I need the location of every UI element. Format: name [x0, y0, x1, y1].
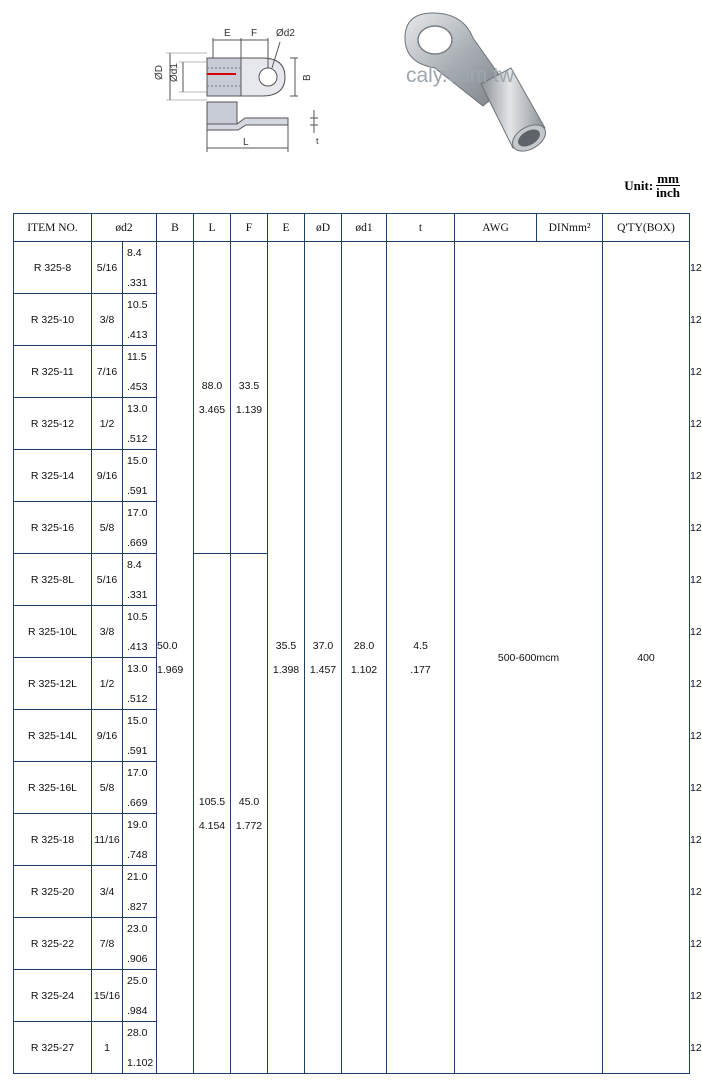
od2-mm: 13.0	[127, 402, 148, 415]
od2-inch: 15/16	[92, 970, 123, 1022]
label-od2: Ød2	[276, 28, 295, 39]
od2-inch: 5/8	[92, 502, 123, 554]
od2-mm: 10.5	[127, 610, 148, 623]
od2-in: .984	[127, 1004, 148, 1017]
value-inch: 1.398	[272, 663, 300, 676]
od2-value	[123, 970, 157, 1022]
value-pair	[194, 796, 230, 832]
od2-inch: 5/8	[92, 762, 123, 814]
od2-value	[123, 294, 157, 346]
od2-inch: 7/8	[92, 918, 123, 970]
item-no: R 325-12	[14, 398, 92, 450]
header-qty: Q'TY(BOX)	[603, 214, 690, 242]
value-inch: 1.139	[235, 403, 263, 416]
b-value	[157, 242, 194, 1074]
item-no: R 325-18	[14, 814, 92, 866]
value-mm: 105.5	[198, 795, 226, 808]
item-no: R 325-16L	[14, 762, 92, 814]
od2-value	[123, 398, 157, 450]
item-no: R 325-16	[14, 502, 92, 554]
value-pair	[231, 796, 267, 832]
label-l: L	[243, 137, 249, 148]
item-no: R 325-14	[14, 450, 92, 502]
value-pair	[157, 640, 193, 676]
od2-inch: 5/16	[92, 554, 123, 606]
value-mm: 33.5	[238, 379, 260, 392]
table-row: R 325-16L 5/8 17.0 .669 12	[14, 762, 690, 814]
item-no: R 325-12L	[14, 658, 92, 710]
header-t: t	[387, 214, 455, 242]
unit-label: Unit:	[624, 177, 654, 193]
od2-value	[123, 450, 157, 502]
unit-legend	[624, 172, 680, 199]
awg-text: 500-600mcm	[497, 651, 560, 664]
table-row: R 325-16 5/8 17.0 .669 12	[14, 502, 690, 554]
od2-in: .453	[127, 380, 148, 393]
od-value	[305, 242, 342, 1074]
label-b: B	[302, 74, 313, 81]
od2-mm: 28.0	[127, 1026, 148, 1039]
table-row: R 325-12 1/2 13.0 .512 12	[14, 398, 690, 450]
table-row: R 325-8 5/16 8.4 .331 50.0 1.969 88.0 3.465 33.5 1.139 35.5 1.398 37.0 1.457 28.0 1.102 4.5 .177 500-600mcm 400 12	[14, 242, 690, 294]
f-value-long	[231, 554, 268, 1074]
item-no: R 325-8	[14, 242, 92, 294]
table-row: R 325-10 3/8 10.5 .413 12	[14, 294, 690, 346]
od2-inch: 3/4	[92, 866, 123, 918]
od2-value	[123, 710, 157, 762]
od2-in: .669	[127, 796, 148, 809]
table-row: R 325-27 1 28.0 1.102 12	[14, 1022, 690, 1074]
od2-value	[123, 554, 157, 606]
e-value	[268, 242, 305, 1074]
item-no: R 325-10	[14, 294, 92, 346]
od1-value	[342, 242, 387, 1074]
value-mm: 4.5	[413, 639, 428, 652]
terminal-dimension-diagram	[150, 18, 330, 158]
item-no: R 325-20	[14, 866, 92, 918]
item-no: R 325-14L	[14, 710, 92, 762]
header-f: F	[231, 214, 268, 242]
od2-mm: 10.5	[127, 298, 148, 311]
value-inch: 1.102	[350, 663, 378, 676]
od2-in: .591	[127, 484, 148, 497]
value-mm: 50.0	[157, 639, 178, 652]
od2-inch: 1/2	[92, 658, 123, 710]
od2-in: .591	[127, 744, 148, 757]
od2-value	[123, 606, 157, 658]
item-no: R 325-22	[14, 918, 92, 970]
table-row: R 325-22 7/8 23.0 .906 12	[14, 918, 690, 970]
od2-in: .669	[127, 536, 148, 549]
specification-table	[13, 213, 702, 1074]
od2-inch: 11/16	[92, 814, 123, 866]
table-row: R 325-20 3/4 21.0 .827 12	[14, 866, 690, 918]
od2-value	[123, 918, 157, 970]
od2-value	[123, 762, 157, 814]
header-row	[14, 214, 690, 242]
od2-mm: 8.4	[127, 246, 142, 259]
od2-in: .748	[127, 848, 148, 861]
value-pair	[194, 380, 230, 416]
value-inch: 1.772	[235, 819, 263, 832]
table-row: R 325-10L 3/8 10.5 .413 12	[14, 606, 690, 658]
od2-mm: 11.5	[127, 350, 147, 363]
table-row: R 325-24 15/16 25.0 .984 12	[14, 970, 690, 1022]
value-pair	[231, 380, 267, 416]
value-mm: 45.0	[238, 795, 260, 808]
watermark: caly.com.tw	[406, 64, 515, 87]
value-mm: 88.0	[201, 379, 223, 392]
label-od1: Ød1	[169, 63, 180, 82]
label-e: E	[224, 28, 231, 39]
od2-inch: 9/16	[92, 710, 123, 762]
value-inch: 4.154	[198, 819, 226, 832]
header-od1: ød1	[342, 214, 387, 242]
t-value	[387, 242, 455, 1074]
value-mm: 35.5	[275, 639, 297, 652]
header-b: B	[157, 214, 194, 242]
od2-value	[123, 242, 157, 294]
table-row: R 325-18 11/16 19.0 .748 12	[14, 814, 690, 866]
value-mm: 28.0	[353, 639, 375, 652]
value-pair	[342, 640, 386, 676]
item-no: R 325-24	[14, 970, 92, 1022]
l-value-long	[194, 554, 231, 1074]
od2-in: .512	[127, 432, 148, 445]
header-din: DINmm²	[537, 214, 603, 242]
header-e: E	[268, 214, 305, 242]
table-row: R 325-11 7/16 11.5 .453 12	[14, 346, 690, 398]
od2-mm: 13.0	[127, 662, 148, 675]
od2-value	[123, 658, 157, 710]
od2-inch: 1/2	[92, 398, 123, 450]
value-inch: 1.457	[309, 663, 337, 676]
od2-mm: 17.0	[127, 766, 148, 779]
item-no: R 325-10L	[14, 606, 92, 658]
od2-inch: 5/16	[92, 242, 123, 294]
od2-value	[123, 866, 157, 918]
od2-value	[123, 502, 157, 554]
table-row: R 325-14 9/16 15.0 .591 12	[14, 450, 690, 502]
od2-in: .512	[127, 692, 148, 705]
od2-mm: 23.0	[127, 922, 148, 935]
value-pair	[305, 640, 341, 676]
value-inch: 1.969	[157, 663, 184, 676]
header-awg: AWG	[455, 214, 537, 242]
label-od: ØD	[154, 65, 165, 80]
item-no: R 325-27	[14, 1022, 92, 1074]
od2-in: 1.102	[127, 1056, 154, 1069]
din-text: 400	[637, 651, 655, 664]
label-f: F	[251, 28, 258, 39]
od2-in: .906	[127, 952, 148, 965]
value-inch: 3.465	[198, 403, 226, 416]
header-od2: ød2	[92, 214, 157, 242]
od2-mm: 8.4	[127, 558, 142, 571]
od2-inch: 3/8	[92, 606, 123, 658]
od2-in: .331	[127, 588, 148, 601]
value-inch: .177	[410, 663, 431, 676]
od2-inch: 9/16	[92, 450, 123, 502]
od2-mm: 15.0	[127, 454, 148, 467]
od2-inch: 3/8	[92, 294, 123, 346]
od2-in: .413	[127, 328, 148, 341]
od2-mm: 21.0	[127, 870, 148, 883]
table-row: R 325-12L 1/2 13.0 .512 12	[14, 658, 690, 710]
od2-mm: 17.0	[127, 506, 148, 519]
label-t: t	[316, 136, 319, 146]
header-l: L	[194, 214, 231, 242]
l-value-short	[194, 242, 231, 554]
od2-in: .331	[127, 276, 148, 289]
din-value	[603, 242, 690, 1074]
unit-denominator: inch	[656, 185, 680, 200]
value-pair	[268, 640, 304, 676]
od2-value	[123, 346, 157, 398]
od2-mm: 15.0	[127, 714, 148, 727]
header-item-no: ITEM NO.	[14, 214, 92, 242]
awg-value	[455, 242, 603, 1074]
value-pair	[387, 640, 454, 676]
item-no: R 325-11	[14, 346, 92, 398]
od2-in: .413	[127, 640, 148, 653]
value-mm: 37.0	[312, 639, 334, 652]
od2-inch: 1	[92, 1022, 123, 1074]
item-no: R 325-8L	[14, 554, 92, 606]
header-od: øD	[305, 214, 342, 242]
od2-in: .827	[127, 900, 148, 913]
unit-numerator: mm	[657, 171, 679, 186]
table-row: R 325-8L 5/16 8.4 .331 105.5 4.154 45.0 1.772 12	[14, 554, 690, 606]
table-row: R 325-14L 9/16 15.0 .591 12	[14, 710, 690, 762]
od2-value	[123, 814, 157, 866]
od2-mm: 19.0	[127, 818, 148, 831]
f-value-short	[231, 242, 268, 554]
od2-mm: 25.0	[127, 974, 148, 987]
unit-fraction	[656, 172, 680, 199]
od2-inch: 7/16	[92, 346, 123, 398]
od2-value	[123, 1022, 157, 1074]
